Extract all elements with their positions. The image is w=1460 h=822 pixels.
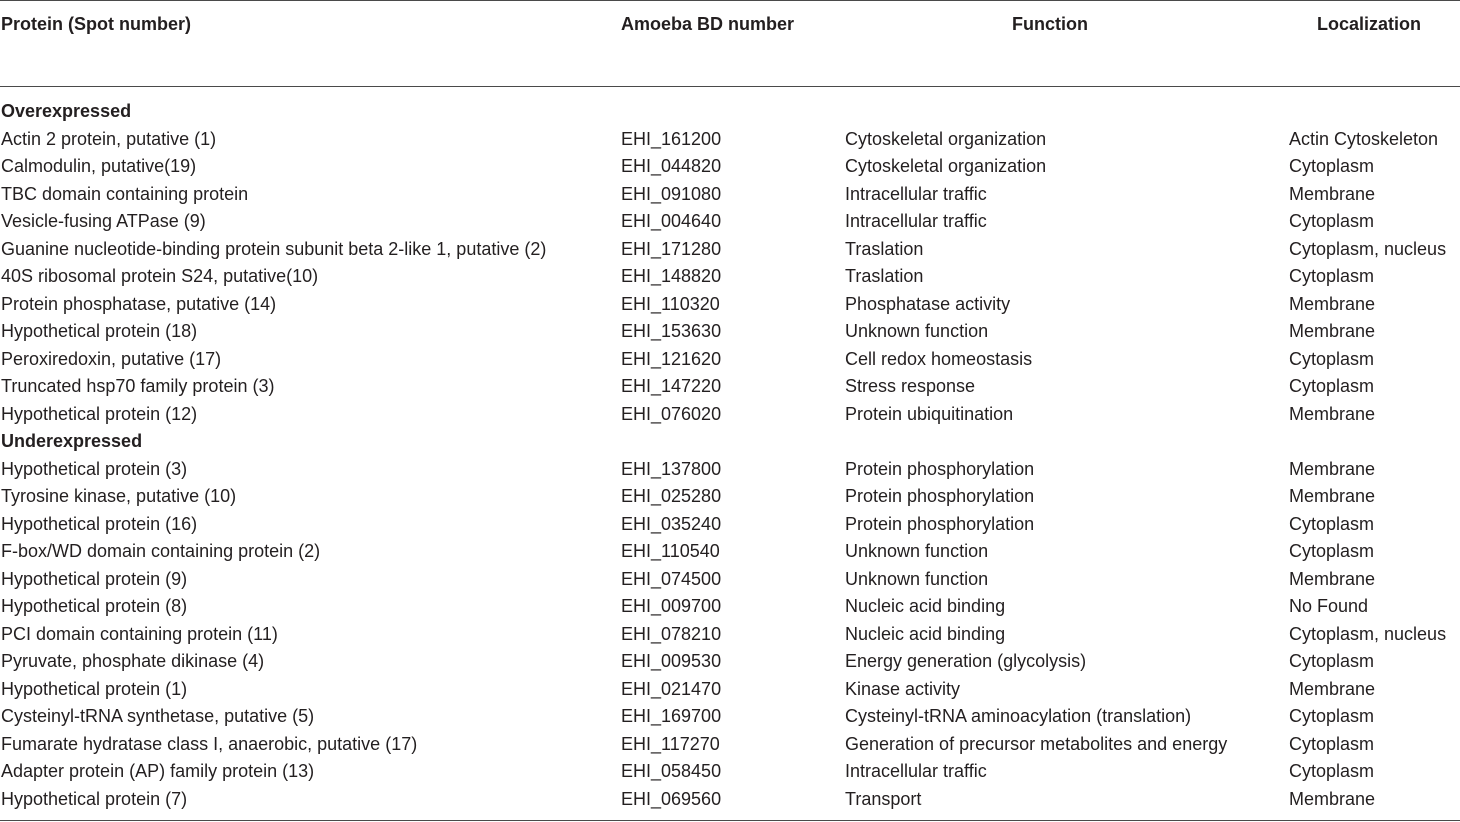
table-row: [0, 538, 1460, 566]
cell-function: Cytoskeletal organization: [845, 128, 1047, 149]
table-row: [0, 263, 1460, 291]
cell-bd-number: EHI_004640: [621, 211, 722, 231]
cell-function: Traslation: [845, 238, 924, 259]
cell-localization: Cytoplasm, nucleus: [1289, 623, 1447, 644]
cell-localization: Cytoplasm: [1289, 733, 1375, 754]
cell-bd-number: EHI_121620: [621, 348, 722, 369]
table-row: [0, 318, 1460, 346]
cell-function: Unknown function: [845, 321, 989, 341]
cell-protein: Hypothetical protein (7): [1, 788, 188, 809]
cell-localization: Cytoplasm: [1289, 706, 1375, 726]
cell-localization: Cytoplasm: [1289, 541, 1375, 561]
cell-bd-number: EHI_069560: [621, 788, 722, 809]
cell-function: Cytoskeletal organization: [845, 156, 1047, 176]
header-bd-number: Amoeba BD number: [621, 14, 795, 34]
cell-localization: Cytoplasm: [1289, 376, 1375, 396]
cell-function: Kinase activity: [845, 678, 961, 699]
cell-protein: Guanine nucleotide-binding protein subunit beta 2-like 1, putative (2): [1, 238, 547, 259]
table-row: [0, 153, 1460, 181]
cell-function: Intracellular traffic: [845, 761, 987, 781]
cell-protein: TBC domain containing protein: [1, 183, 249, 204]
cell-function: Generation of precursor metabolites and energy: [845, 733, 1228, 754]
cell-protein: Cysteinyl-tRNA synthetase, putative (5): [1, 706, 315, 726]
cell-bd-number: EHI_148820: [621, 266, 722, 286]
cell-bd-number: EHI_153630: [621, 321, 722, 341]
cell-protein: Fumarate hydratase class I, anaerobic, putative (17): [1, 733, 418, 754]
cell-function: Stress response: [845, 376, 976, 396]
cell-bd-number: EHI_044820: [621, 156, 722, 176]
section-title: Underexpressed: [1, 431, 143, 451]
header-function: Function: [1012, 14, 1088, 34]
cell-bd-number: EHI_025280: [621, 486, 722, 506]
cell-function: Phosphatase activity: [845, 293, 1011, 314]
cell-function: Protein phosphorylation: [845, 458, 1035, 479]
table-row: [0, 758, 1460, 786]
table-body: [0, 98, 1460, 813]
cell-bd-number: EHI_117270: [621, 733, 720, 754]
cell-function: Protein phosphorylation: [845, 513, 1035, 534]
cell-localization: Membrane: [1289, 486, 1376, 506]
cell-function: Protein ubiquitination: [845, 403, 1014, 424]
header-rule: [0, 86, 1460, 87]
cell-protein: Calmodulin, putative(19): [1, 156, 197, 176]
cell-localization: Cytoplasm: [1289, 266, 1375, 286]
cell-bd-number: EHI_078210: [621, 623, 722, 644]
table-row: [0, 621, 1460, 649]
cell-protein: 40S ribosomal protein S24, putative(10): [1, 266, 319, 286]
cell-localization: Membrane: [1289, 678, 1376, 699]
table-row: [0, 593, 1460, 621]
cell-bd-number: EHI_171280: [621, 238, 722, 259]
cell-protein: Actin 2 protein, putative (1): [1, 128, 217, 149]
cell-protein: Hypothetical protein (12): [1, 403, 198, 424]
cell-bd-number: EHI_169700: [621, 706, 722, 726]
cell-protein: Peroxiredoxin, putative (17): [1, 348, 222, 369]
header-protein: Protein (Spot number): [1, 14, 191, 34]
cell-localization: Membrane: [1289, 568, 1376, 589]
cell-localization: Cytoplasm: [1289, 513, 1375, 534]
cell-protein: Hypothetical protein (9): [1, 568, 188, 589]
cell-function: Intracellular traffic: [845, 183, 987, 204]
cell-localization: Cytoplasm: [1289, 761, 1375, 781]
cell-localization: Membrane: [1289, 183, 1376, 204]
cell-localization: Cytoplasm: [1289, 211, 1375, 231]
cell-localization: Membrane: [1289, 788, 1376, 809]
cell-function: Unknown function: [845, 568, 989, 589]
cell-protein: Tyrosine kinase, putative (10): [1, 486, 237, 506]
table-top-rule: [0, 0, 1460, 1]
cell-bd-number: EHI_074500: [621, 568, 722, 589]
cell-protein: Pyruvate, phosphate dikinase (4): [1, 651, 265, 671]
table-bottom-rule: [0, 820, 1460, 821]
table-row: [0, 511, 1460, 539]
cell-localization: Cytoplasm: [1289, 156, 1375, 176]
cell-function: Energy generation (glycolysis): [845, 651, 1087, 671]
cell-protein: Hypothetical protein (1): [1, 678, 188, 699]
cell-bd-number: EHI_035240: [621, 513, 722, 534]
cell-localization: Cytoplasm, nucleus: [1289, 238, 1447, 259]
section-title: Overexpressed: [1, 101, 132, 121]
cell-function: Nucleic acid binding: [845, 623, 1006, 644]
cell-function: Nucleic acid binding: [845, 596, 1006, 616]
table-row: [0, 373, 1460, 401]
cell-function: Cysteinyl-tRNA aminoacylation (translation): [845, 706, 1192, 726]
cell-protein: Truncated hsp70 family protein (3): [1, 376, 275, 396]
cell-bd-number: EHI_137800: [621, 458, 722, 479]
table-row: [0, 401, 1460, 429]
cell-localization: Membrane: [1289, 403, 1376, 424]
cell-localization: Cytoplasm: [1289, 651, 1375, 671]
cell-function: Transport: [845, 788, 922, 809]
cell-localization: Actin Cytoskeleton: [1289, 128, 1439, 149]
cell-protein: Hypothetical protein (18): [1, 321, 198, 341]
cell-protein: Hypothetical protein (3): [1, 458, 188, 479]
section-heading: [0, 98, 1460, 126]
cell-protein: PCI domain containing protein (11): [1, 623, 278, 644]
table-row: [0, 731, 1460, 759]
cell-localization: Membrane: [1289, 293, 1376, 314]
table-row: [0, 703, 1460, 731]
cell-protein: F-box/WD domain containing protein (2): [1, 541, 321, 561]
table-row: [0, 208, 1460, 236]
cell-function: Intracellular traffic: [845, 211, 987, 231]
cell-function: Unknown function: [845, 541, 989, 561]
cell-localization: Cytoplasm: [1289, 348, 1375, 369]
cell-bd-number: EHI_161200: [621, 128, 722, 149]
table-row: [0, 456, 1460, 484]
cell-protein: Hypothetical protein (8): [1, 596, 188, 616]
cell-function: Protein phosphorylation: [845, 486, 1035, 506]
table-row: [0, 181, 1460, 209]
cell-bd-number: EHI_009700: [621, 596, 722, 616]
cell-bd-number: EHI_091080: [621, 183, 722, 204]
table-header: [0, 14, 1460, 40]
cell-bd-number: EHI_009530: [621, 651, 722, 671]
cell-bd-number: EHI_021470: [621, 678, 722, 699]
cell-function: Cell redox homeostasis: [845, 348, 1033, 369]
cell-localization: Membrane: [1289, 321, 1376, 341]
table-row: [0, 676, 1460, 704]
cell-bd-number: EHI_110320: [621, 293, 720, 314]
table-row: [0, 291, 1460, 319]
cell-protein: Adapter protein (AP) family protein (13): [1, 761, 315, 781]
cell-bd-number: EHI_147220: [621, 376, 722, 396]
section-heading: [0, 428, 1460, 456]
cell-protein: Protein phosphatase, putative (14): [1, 293, 277, 314]
cell-bd-number: EHI_110540: [621, 541, 720, 561]
cell-protein: Hypothetical protein (16): [1, 513, 198, 534]
table-row: [0, 236, 1460, 264]
cell-protein: Vesicle-fusing ATPase (9): [1, 211, 206, 231]
cell-localization: Membrane: [1289, 458, 1376, 479]
table-row: [0, 786, 1460, 814]
table-row: [0, 648, 1460, 676]
cell-localization: No Found: [1289, 596, 1369, 616]
header-localization: Localization: [1317, 14, 1422, 34]
cell-function: Traslation: [845, 266, 924, 286]
table-row: [0, 566, 1460, 594]
cell-bd-number: EHI_076020: [621, 403, 722, 424]
table-row: [0, 346, 1460, 374]
table-row: [0, 483, 1460, 511]
table-row: [0, 126, 1460, 154]
cell-bd-number: EHI_058450: [621, 761, 722, 781]
